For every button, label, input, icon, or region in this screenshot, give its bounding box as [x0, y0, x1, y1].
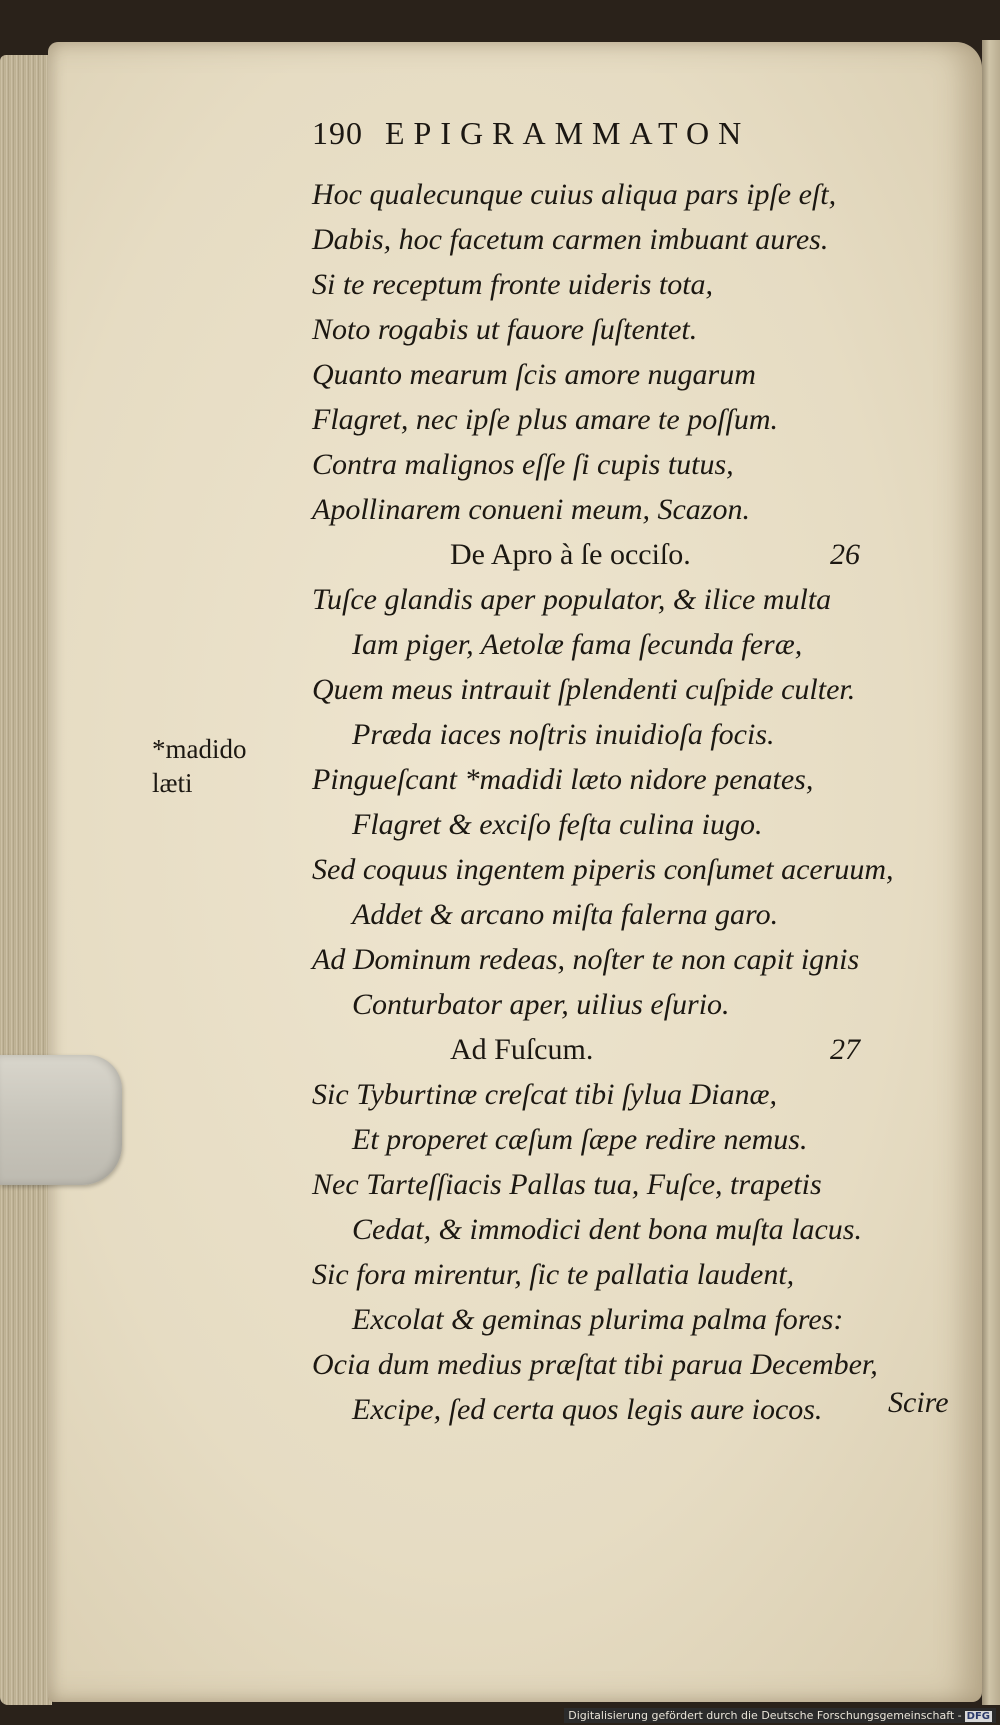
poem-heading-26 — [312, 532, 952, 577]
digitization-credit — [564, 1708, 996, 1723]
verse-line: Cedat, & immodici dent bona muſta lacus. — [352, 1213, 862, 1246]
margin-note-line: *madido — [152, 734, 247, 764]
verse-line: Quem meus intrauit ſplendenti cuſpide culter. — [312, 673, 856, 706]
catchword: Scire — [888, 1386, 949, 1419]
running-header — [312, 115, 750, 152]
poem-number: 26 — [830, 538, 860, 571]
page-clip — [0, 1055, 122, 1185]
verse-line: Pingueſcant *madidi læto nidore penates, — [312, 763, 814, 796]
book-page-edges — [0, 55, 52, 1705]
verse-line: Hoc qualecunque cuius aliqua pars ipſe eſt, — [312, 178, 837, 211]
verse-line: Ocia dum medius præſtat tibi parua December, — [312, 1348, 878, 1381]
poem-title: De Apro à ſe occiſo. — [450, 538, 691, 571]
verse-line: Præda iaces noſtris inuidioſa focis. — [352, 718, 775, 751]
verse-line: Addet & arcano miſta falerna garo. — [352, 898, 779, 931]
credit-text: Digitalisierung gefördert durch die Deutsche Forschungsgemeinschaft - — [568, 1709, 962, 1722]
verse-line: Apollinarem conueni meum, Scazon. — [312, 493, 750, 526]
margin-note — [152, 732, 247, 800]
verse-line: Conturbator aper, uilius eſurio. — [352, 988, 730, 1021]
dfg-logo: DFG — [966, 1711, 990, 1722]
margin-note-line: læti — [152, 768, 193, 798]
verse-line: Excipe, ſed certa quos legis aure iocos. — [352, 1393, 823, 1426]
running-title: EPIGRAMMATON — [385, 115, 751, 151]
facing-page-edge — [982, 40, 1000, 1705]
verse-line: Tuſce glandis aper populator, & ilice multa — [312, 583, 832, 616]
verse-line: Flagret, nec ipſe plus amare te poſſum. — [312, 403, 779, 436]
text-block — [312, 172, 952, 1432]
verse-line: Sed coquus ingentem piperis conſumet aceruum, — [312, 853, 894, 886]
verse-line: Excolat & geminas plurima palma fores: — [352, 1303, 844, 1336]
verse-line: Ad Dominum redeas, noſter te non capit ignis — [312, 943, 860, 976]
verse-line: Iam piger, Aetolæ fama ſecunda feræ, — [352, 628, 803, 661]
poem-heading-27 — [312, 1027, 952, 1072]
verse-line: Quanto mearum ſcis amore nugarum — [312, 358, 756, 391]
verse-line: Dabis, hoc facetum carmen imbuant aures. — [312, 223, 829, 256]
verse-line: Flagret & exciſo feſta culina iugo. — [352, 808, 763, 841]
poem-number: 27 — [830, 1033, 860, 1066]
verse-line: Et properet cæſum ſæpe redire nemus. — [352, 1123, 808, 1156]
poem-title: Ad Fuſcum. — [450, 1033, 594, 1066]
verse-line: Sic fora mirentur, ſic te pallatia laudent, — [312, 1258, 795, 1291]
verse-line: Sic Tyburtinæ creſcat tibi ſylua Dianæ, — [312, 1078, 777, 1111]
verse-line: Noto rogabis ut fauore ſuſtentet. — [312, 313, 698, 346]
page-number: 190 — [312, 115, 363, 151]
verse-line: Nec Tarteſſiacis Pallas tua, Fuſce, trapetis — [312, 1168, 822, 1201]
verse-line: Si te receptum fronte uideris tota, — [312, 268, 714, 301]
verse-line: Contra malignos eſſe ſi cupis tutus, — [312, 448, 734, 481]
